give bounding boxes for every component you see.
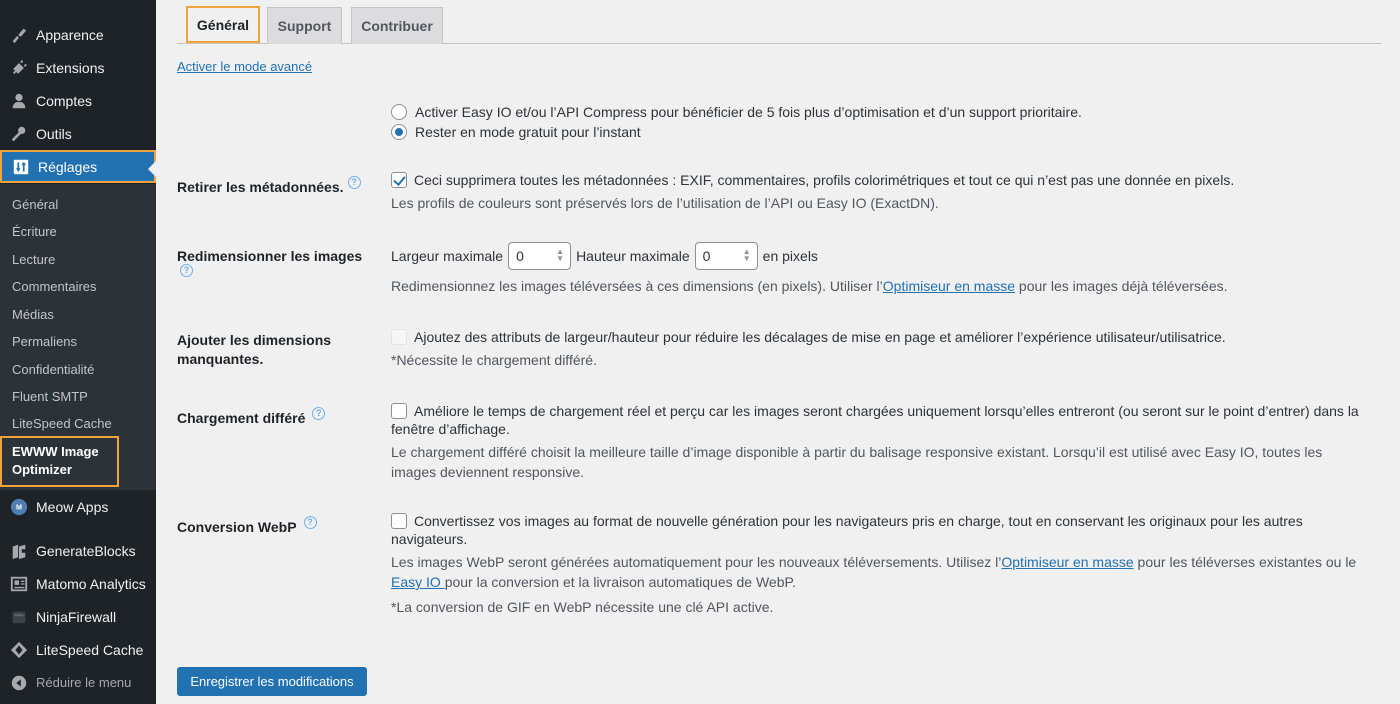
radio-free[interactable]: [391, 124, 407, 140]
menu-item-comptes[interactable]: Comptes: [0, 84, 156, 117]
tab-contribuer[interactable]: Contribuer: [351, 7, 443, 44]
webp-label: Conversion WebP ?: [177, 518, 317, 537]
max-height-input[interactable]: 0 ▲ ▼: [695, 242, 758, 270]
help-icon[interactable]: ?: [348, 176, 361, 189]
plugin-icon: [0, 59, 36, 77]
webp-description: Les images WebP seront générées automatiquement pour les nouveaux téléversements. Utilisez l’Optimiseur en masse pour les téléverses existantes ou le Easy IO pour la conversion et la livraison automatiques de WebP.: [391, 554, 1357, 590]
lazy-load-option: Améliore le temps de chargement réel et perçu car les images seront chargées uniquement lorsqu’elles entreront (ou seront sur le point d’entrer) dans la fenêtre d’affichage.: [391, 403, 1359, 437]
menu-item-matomo-analytics[interactable]: Matomo Analytics: [0, 567, 156, 600]
lazy-load-label: Chargement différé ?: [177, 409, 325, 428]
webp-option: Convertissez vos images au format de nouvelle génération pour les navigateurs pris en charge, tout en conservant les originaux pour les autres navigateurs.: [391, 513, 1303, 547]
matomo-icon: [0, 575, 36, 593]
admin-sidebar: [0, 0, 156, 704]
tab-support[interactable]: Support: [267, 7, 342, 44]
help-icon[interactable]: ?: [180, 264, 193, 277]
metadata-option: Ceci supprimera toutes les métadonnées : EXIF, commentaires, profils colorimétriques et tout ce qui n’est pas une donnée en pixels.: [391, 171, 1234, 189]
menu-item-meow-apps[interactable]: M Meow Apps: [0, 490, 156, 523]
stepper-icon[interactable]: ▲ ▼: [556, 247, 565, 263]
collapse-menu-button[interactable]: Réduire le menu: [0, 666, 156, 699]
webp-note: *La conversion de GIF en WebP nécessite une clé API active.: [391, 599, 774, 615]
submenu-permaliens[interactable]: Permaliens: [12, 334, 78, 349]
resize-label: Redimensionner les images ?: [177, 248, 363, 275]
collapse-arrow-icon: [0, 674, 36, 692]
dimensions-option: Ajoutez des attributs de largeur/hauteur pour réduire les décalages de mise en page et améliorer l’expérience utilisateur/utilisatrice.: [391, 328, 1226, 346]
submenu-commentaires[interactable]: Commentaires: [12, 279, 97, 294]
submenu-ecriture[interactable]: Écriture: [12, 224, 57, 239]
bulk-optimizer-link[interactable]: Optimiseur en masse: [882, 278, 1016, 294]
menu-item-extensions[interactable]: Extensions: [0, 51, 156, 84]
resize-fields: Largeur maximale 0 ▲ ▼ Hauteur maximale 0 ▲ ▼ en pixels: [391, 242, 818, 270]
menu-item-apparence[interactable]: Apparence: [0, 18, 156, 51]
max-width-input[interactable]: 0 ▲ ▼: [508, 242, 571, 270]
resize-description: Redimensionnez les images téléversées à ces dimensions (en pixels). Utiliser l’Optimiseur en masse pour les images déjà téléversées.: [391, 278, 1228, 294]
lazy-load-checkbox[interactable]: [391, 403, 407, 419]
submenu-lecture[interactable]: Lecture: [12, 252, 56, 267]
litespeed-icon: [0, 641, 36, 659]
menu-item-ninjafirewall[interactable]: NinjaFirewall: [0, 600, 156, 633]
menu-item-litespeed-cache[interactable]: LiteSpeed Cache: [0, 633, 156, 666]
user-icon: [0, 92, 36, 110]
submenu-medias[interactable]: Médias: [12, 307, 54, 322]
generateblocks-icon: [0, 542, 36, 560]
ninjafirewall-icon: [0, 608, 36, 626]
lazy-load-description: Le chargement différé choisit la meilleure taille d’image disponible à partir du balisage responsive existant. Lorsqu’il est utilisé avec Easy IO, toutes les images deviennent responsive.: [391, 444, 1323, 480]
metadata-description: Les profils de couleurs sont préservés lors de l’utilisation de l’API ou Easy IO (ExactDN).: [391, 195, 939, 211]
submenu-litespeed-cache[interactable]: LiteSpeed Cache: [12, 416, 112, 431]
help-icon[interactable]: ?: [312, 407, 325, 420]
submenu-general[interactable]: Général: [12, 197, 59, 212]
tab-general[interactable]: Général: [186, 6, 260, 43]
paintbrush-icon: [0, 26, 36, 44]
advanced-mode-link[interactable]: Activer le mode avancé: [177, 59, 313, 74]
plan-option-free[interactable]: Rester en mode gratuit pour l’instant: [391, 124, 641, 140]
settings-submenu: [0, 184, 156, 490]
metadata-label: Retirer les métadonnées. ?: [177, 178, 361, 197]
save-changes-button[interactable]: Enregistrer les modifications: [177, 667, 367, 696]
menu-item-generateblocks[interactable]: GenerateBlocks: [0, 534, 156, 567]
meow-apps-icon: [0, 498, 36, 516]
dimensions-note: *Nécessite le chargement différé.: [391, 352, 597, 368]
settings-sliders-icon: [2, 158, 38, 176]
submenu-fluent-smtp[interactable]: Fluent SMTP: [12, 389, 88, 404]
dimensions-checkbox[interactable]: [391, 329, 407, 345]
plan-option-premium[interactable]: Activer Easy IO et/ou l’API Compress pour bénéficier de 5 fois plus d’optimisation et d’un support prioritaire.: [391, 104, 1082, 120]
submenu-ewww-image-optimizer[interactable]: EWWW Image Optimizer: [0, 436, 119, 487]
submenu-confidentialite[interactable]: Confidentialité: [12, 362, 95, 377]
menu-item-reglages[interactable]: Réglages: [0, 150, 156, 183]
metadata-checkbox[interactable]: [391, 172, 407, 188]
easy-io-link[interactable]: Easy IO: [391, 574, 445, 590]
wrench-icon: [0, 125, 36, 143]
radio-premium[interactable]: [391, 104, 407, 120]
svg-text:M: M: [16, 502, 22, 512]
dimensions-label: Ajouter les dimensions manquantes.: [177, 332, 332, 367]
webp-checkbox[interactable]: [391, 513, 407, 529]
stepper-icon[interactable]: ▲ ▼: [742, 247, 751, 263]
menu-item-outils[interactable]: Outils: [0, 117, 156, 150]
bulk-optimizer-link[interactable]: Optimiseur en masse: [1001, 554, 1134, 570]
settings-tabs: [177, 6, 1381, 44]
help-icon[interactable]: ?: [304, 516, 317, 529]
